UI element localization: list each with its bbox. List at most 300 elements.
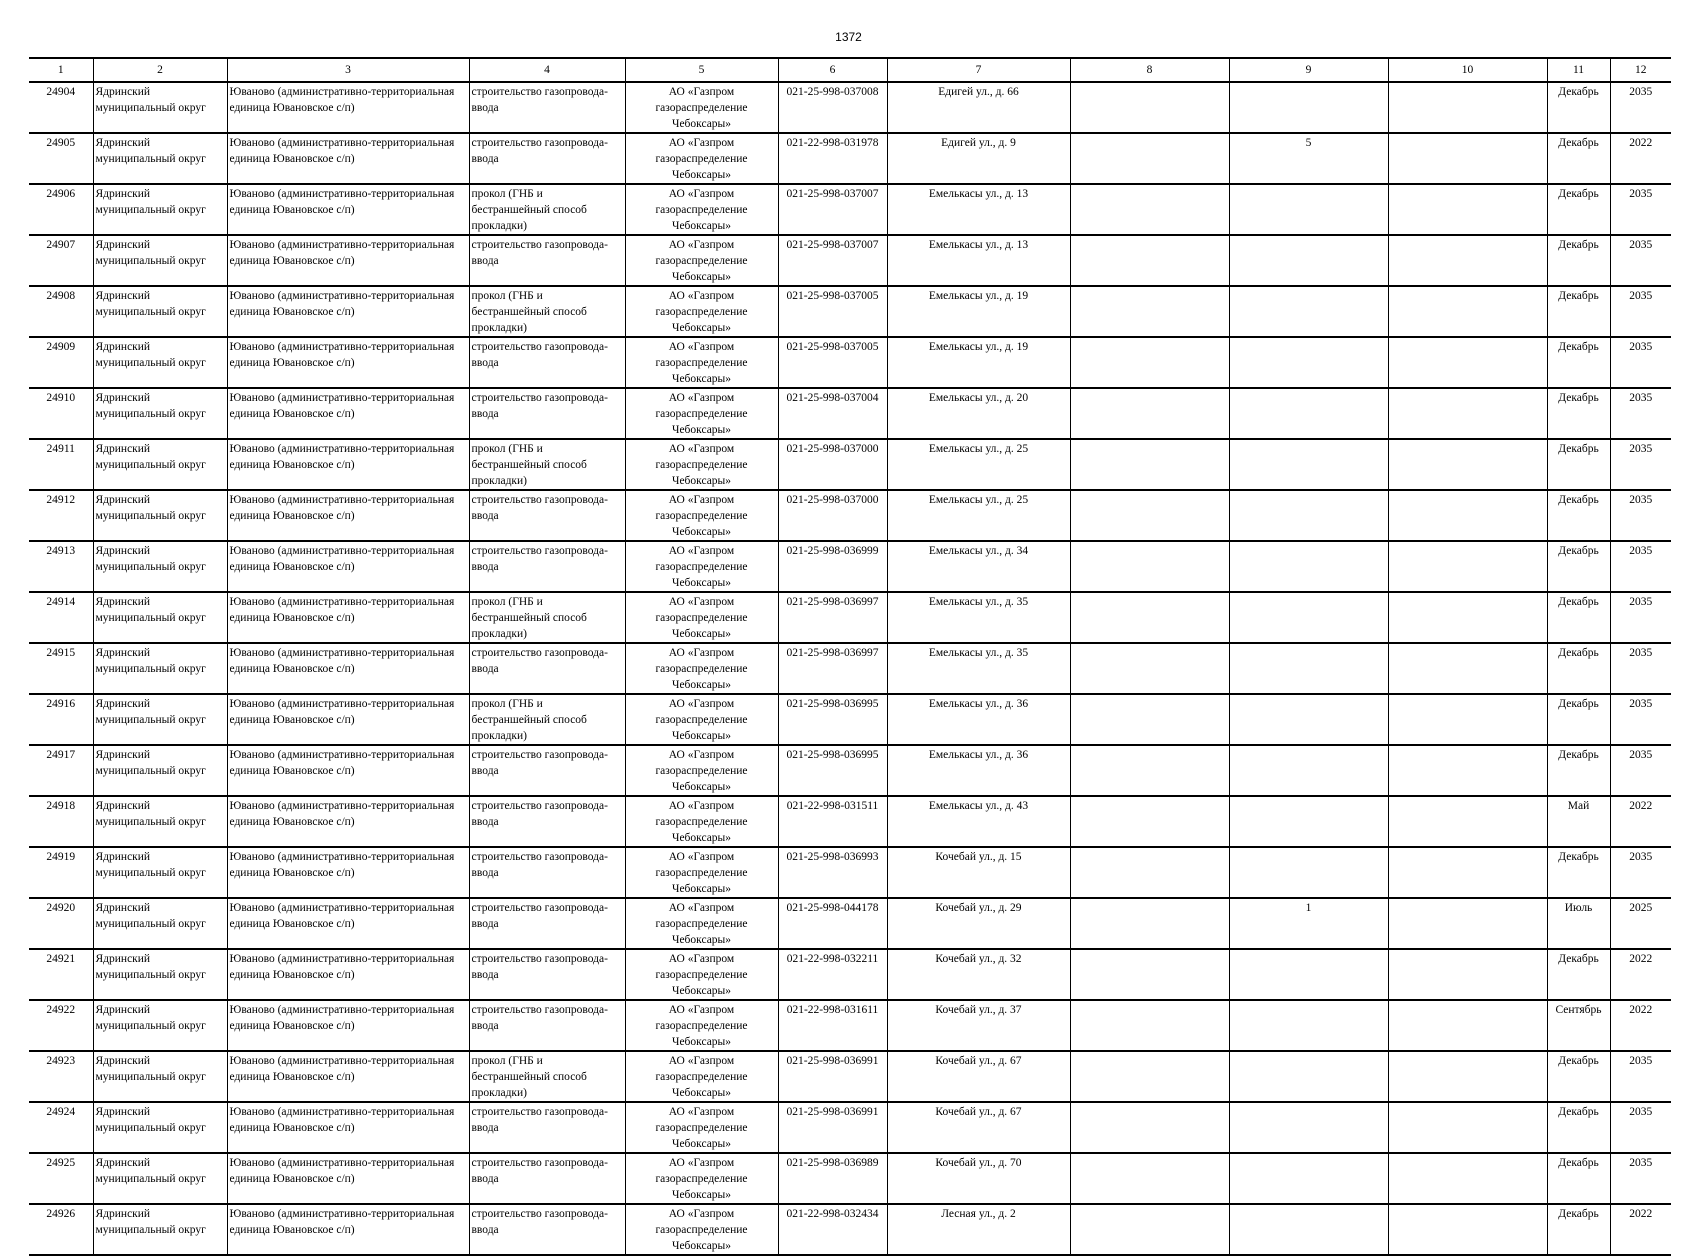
work-type-cell: строительство газопровода-ввода xyxy=(469,847,625,898)
year-cell: 2035 xyxy=(1610,1153,1671,1204)
column-header-11: 11 xyxy=(1547,58,1610,82)
object-code-cell: 021-25-998-037007 xyxy=(778,235,887,286)
district-cell: Ядринский муниципальный округ xyxy=(93,949,227,1000)
address-cell: Емелькасы ул., д. 35 xyxy=(887,643,1070,694)
column-8-cell xyxy=(1070,286,1229,337)
organization-cell: АО «Газпром газораспределение Чебоксары» xyxy=(625,1102,778,1153)
organization-cell: АО «Газпром газораспределение Чебоксары» xyxy=(625,796,778,847)
address-cell: Емелькасы ул., д. 43 xyxy=(887,796,1070,847)
year-cell: 2035 xyxy=(1610,592,1671,643)
column-8-cell xyxy=(1070,847,1229,898)
column-8-cell xyxy=(1070,1051,1229,1102)
table-row xyxy=(29,1102,1671,1153)
column-8-cell xyxy=(1070,592,1229,643)
year-cell: 2035 xyxy=(1610,184,1671,235)
row-number: 24904 xyxy=(29,82,93,133)
column-10-cell xyxy=(1388,745,1547,796)
settlement-cell: Юваново (административно-территориальная единица Ювановское с/п) xyxy=(227,337,469,388)
column-10-cell xyxy=(1388,541,1547,592)
address-cell: Емелькасы ул., д. 13 xyxy=(887,235,1070,286)
address-cell: Кочебай ул., д. 67 xyxy=(887,1102,1070,1153)
object-code-cell: 021-22-998-031511 xyxy=(778,796,887,847)
year-cell: 2035 xyxy=(1610,1051,1671,1102)
row-number: 24914 xyxy=(29,592,93,643)
column-8-cell xyxy=(1070,490,1229,541)
organization-cell: АО «Газпром газораспределение Чебоксары» xyxy=(625,745,778,796)
row-number: 24925 xyxy=(29,1153,93,1204)
object-code-cell: 021-25-998-037005 xyxy=(778,286,887,337)
column-9-cell xyxy=(1229,694,1388,745)
work-type-cell: строительство газопровода-ввода xyxy=(469,133,625,184)
column-9-cell xyxy=(1229,1051,1388,1102)
month-cell: Май xyxy=(1547,796,1610,847)
work-type-cell: строительство газопровода-ввода xyxy=(469,796,625,847)
work-type-cell: строительство газопровода-ввода xyxy=(469,643,625,694)
column-8-cell xyxy=(1070,796,1229,847)
column-10-cell xyxy=(1388,82,1547,133)
row-number: 24909 xyxy=(29,337,93,388)
column-10-cell xyxy=(1388,847,1547,898)
column-8-cell xyxy=(1070,694,1229,745)
column-9-cell xyxy=(1229,235,1388,286)
organization-cell: АО «Газпром газораспределение Чебоксары» xyxy=(625,1153,778,1204)
district-cell: Ядринский муниципальный округ xyxy=(93,133,227,184)
settlement-cell: Юваново (административно-территориальная единица Ювановское с/п) xyxy=(227,286,469,337)
settlement-cell: Юваново (административно-территориальная единица Ювановское с/п) xyxy=(227,439,469,490)
column-8-cell xyxy=(1070,133,1229,184)
district-cell: Ядринский муниципальный округ xyxy=(93,82,227,133)
settlement-cell: Юваново (административно-территориальная единица Ювановское с/п) xyxy=(227,694,469,745)
work-type-cell: строительство газопровода-ввода xyxy=(469,949,625,1000)
address-cell: Емелькасы ул., д. 20 xyxy=(887,388,1070,439)
column-8-cell xyxy=(1070,1102,1229,1153)
column-8-cell xyxy=(1070,235,1229,286)
column-10-cell xyxy=(1388,286,1547,337)
address-cell: Кочебай ул., д. 70 xyxy=(887,1153,1070,1204)
year-cell: 2022 xyxy=(1610,1000,1671,1051)
table-row xyxy=(29,898,1671,949)
column-9-cell xyxy=(1229,796,1388,847)
organization-cell: АО «Газпром газораспределение Чебоксары» xyxy=(625,235,778,286)
table-row xyxy=(29,745,1671,796)
column-10-cell xyxy=(1388,1000,1547,1051)
object-code-cell: 021-25-998-037008 xyxy=(778,82,887,133)
column-10-cell xyxy=(1388,949,1547,1000)
row-number: 24906 xyxy=(29,184,93,235)
month-cell: Декабрь xyxy=(1547,1204,1610,1255)
column-8-cell xyxy=(1070,439,1229,490)
column-10-cell xyxy=(1388,1204,1547,1255)
settlement-cell: Юваново (административно-территориальная единица Ювановское с/п) xyxy=(227,796,469,847)
table-row xyxy=(29,1204,1671,1255)
work-type-cell: строительство газопровода-ввода xyxy=(469,337,625,388)
work-type-cell: прокол (ГНБ и бестраншейный способ прокладки) xyxy=(469,1051,625,1102)
year-cell: 2035 xyxy=(1610,541,1671,592)
month-cell: Декабрь xyxy=(1547,1153,1610,1204)
organization-cell: АО «Газпром газораспределение Чебоксары» xyxy=(625,184,778,235)
column-10-cell xyxy=(1388,1051,1547,1102)
work-type-cell: строительство газопровода-ввода xyxy=(469,1102,625,1153)
district-cell: Ядринский муниципальный округ xyxy=(93,1153,227,1204)
object-code-cell: 021-25-998-036989 xyxy=(778,1153,887,1204)
object-code-cell: 021-25-998-037000 xyxy=(778,490,887,541)
object-code-cell: 021-25-998-037004 xyxy=(778,388,887,439)
year-cell: 2035 xyxy=(1610,643,1671,694)
column-9-cell xyxy=(1229,490,1388,541)
object-code-cell: 021-22-998-032434 xyxy=(778,1204,887,1255)
year-cell: 2022 xyxy=(1610,796,1671,847)
district-cell: Ядринский муниципальный округ xyxy=(93,1102,227,1153)
work-type-cell: строительство газопровода-ввода xyxy=(469,388,625,439)
column-8-cell xyxy=(1070,1153,1229,1204)
table-row xyxy=(29,592,1671,643)
settlement-cell: Юваново (административно-территориальная единица Ювановское с/п) xyxy=(227,847,469,898)
settlement-cell: Юваново (административно-территориальная единица Ювановское с/п) xyxy=(227,745,469,796)
table-row xyxy=(29,1153,1671,1204)
column-header-5: 5 xyxy=(625,58,778,82)
organization-cell: АО «Газпром газораспределение Чебоксары» xyxy=(625,286,778,337)
column-10-cell xyxy=(1388,643,1547,694)
address-cell: Емелькасы ул., д. 19 xyxy=(887,337,1070,388)
year-cell: 2035 xyxy=(1610,490,1671,541)
column-10-cell xyxy=(1388,898,1547,949)
column-9-cell xyxy=(1229,592,1388,643)
table-row xyxy=(29,490,1671,541)
work-type-cell: строительство газопровода-ввода xyxy=(469,235,625,286)
object-code-cell: 021-25-998-037000 xyxy=(778,439,887,490)
district-cell: Ядринский муниципальный округ xyxy=(93,1000,227,1051)
work-type-cell: строительство газопровода-ввода xyxy=(469,898,625,949)
table-body xyxy=(29,82,1671,1255)
settlement-cell: Юваново (административно-территориальная единица Ювановское с/п) xyxy=(227,82,469,133)
column-9-cell xyxy=(1229,337,1388,388)
address-cell: Емелькасы ул., д. 34 xyxy=(887,541,1070,592)
organization-cell: АО «Газпром газораспределение Чебоксары» xyxy=(625,847,778,898)
year-cell: 2035 xyxy=(1610,82,1671,133)
work-type-cell: прокол (ГНБ и бестраншейный способ прокладки) xyxy=(469,592,625,643)
year-cell: 2035 xyxy=(1610,694,1671,745)
district-cell: Ядринский муниципальный округ xyxy=(93,439,227,490)
organization-cell: АО «Газпром газораспределение Чебоксары» xyxy=(625,592,778,643)
organization-cell: АО «Газпром газораспределение Чебоксары» xyxy=(625,898,778,949)
table-row xyxy=(29,82,1671,133)
column-header-2: 2 xyxy=(93,58,227,82)
table-row xyxy=(29,388,1671,439)
column-10-cell xyxy=(1388,1102,1547,1153)
table-row xyxy=(29,439,1671,490)
year-cell: 2022 xyxy=(1610,1204,1671,1255)
month-cell: Декабрь xyxy=(1547,847,1610,898)
column-9-cell xyxy=(1229,388,1388,439)
column-8-cell xyxy=(1070,643,1229,694)
year-cell: 2035 xyxy=(1610,235,1671,286)
district-cell: Ядринский муниципальный округ xyxy=(93,898,227,949)
object-code-cell: 021-25-998-037007 xyxy=(778,184,887,235)
month-cell: Декабрь xyxy=(1547,1102,1610,1153)
month-cell: Декабрь xyxy=(1547,541,1610,592)
column-10-cell xyxy=(1388,133,1547,184)
column-10-cell xyxy=(1388,490,1547,541)
column-8-cell xyxy=(1070,745,1229,796)
district-cell: Ядринский муниципальный округ xyxy=(93,286,227,337)
address-cell: Емелькасы ул., д. 36 xyxy=(887,745,1070,796)
row-number: 24924 xyxy=(29,1102,93,1153)
month-cell: Декабрь xyxy=(1547,82,1610,133)
object-code-cell: 021-25-998-036995 xyxy=(778,745,887,796)
settlement-cell: Юваново (административно-территориальная единица Ювановское с/п) xyxy=(227,235,469,286)
row-number: 24921 xyxy=(29,949,93,1000)
organization-cell: АО «Газпром газораспределение Чебоксары» xyxy=(625,949,778,1000)
table-row xyxy=(29,694,1671,745)
column-9-cell xyxy=(1229,847,1388,898)
object-code-cell: 021-25-998-044178 xyxy=(778,898,887,949)
column-8-cell xyxy=(1070,949,1229,1000)
row-number: 24923 xyxy=(29,1051,93,1102)
column-10-cell xyxy=(1388,235,1547,286)
address-cell: Едигей ул., д. 66 xyxy=(887,82,1070,133)
year-cell: 2035 xyxy=(1610,847,1671,898)
settlement-cell: Юваново (административно-территориальная единица Ювановское с/п) xyxy=(227,898,469,949)
district-cell: Ядринский муниципальный округ xyxy=(93,745,227,796)
settlement-cell: Юваново (административно-территориальная единица Ювановское с/п) xyxy=(227,643,469,694)
column-8-cell xyxy=(1070,541,1229,592)
object-code-cell: 021-25-998-037005 xyxy=(778,337,887,388)
settlement-cell: Юваново (административно-территориальная единица Ювановское с/п) xyxy=(227,541,469,592)
table-row xyxy=(29,184,1671,235)
address-cell: Кочебай ул., д. 67 xyxy=(887,1051,1070,1102)
address-cell: Емелькасы ул., д. 13 xyxy=(887,184,1070,235)
district-cell: Ядринский муниципальный округ xyxy=(93,337,227,388)
organization-cell: АО «Газпром газораспределение Чебоксары» xyxy=(625,694,778,745)
column-9-cell xyxy=(1229,1000,1388,1051)
organization-cell: АО «Газпром газораспределение Чебоксары» xyxy=(625,1000,778,1051)
column-9-cell xyxy=(1229,82,1388,133)
column-9-cell: 5 xyxy=(1229,133,1388,184)
column-9-cell xyxy=(1229,949,1388,1000)
organization-cell: АО «Газпром газораспределение Чебоксары» xyxy=(625,643,778,694)
row-number: 24917 xyxy=(29,745,93,796)
table-row xyxy=(29,337,1671,388)
table-row xyxy=(29,847,1671,898)
column-10-cell xyxy=(1388,337,1547,388)
organization-cell: АО «Газпром газораспределение Чебоксары» xyxy=(625,541,778,592)
column-9-cell: 1 xyxy=(1229,898,1388,949)
work-type-cell: прокол (ГНБ и бестраншейный способ прокладки) xyxy=(469,184,625,235)
district-cell: Ядринский муниципальный округ xyxy=(93,490,227,541)
settlement-cell: Юваново (административно-территориальная единица Ювановское с/п) xyxy=(227,1102,469,1153)
month-cell: Декабрь xyxy=(1547,745,1610,796)
address-cell: Кочебай ул., д. 32 xyxy=(887,949,1070,1000)
row-number: 24922 xyxy=(29,1000,93,1051)
column-10-cell xyxy=(1388,796,1547,847)
district-cell: Ядринский муниципальный округ xyxy=(93,847,227,898)
object-code-cell: 021-25-998-036995 xyxy=(778,694,887,745)
district-cell: Ядринский муниципальный округ xyxy=(93,592,227,643)
settlement-cell: Юваново (административно-территориальная единица Ювановское с/п) xyxy=(227,1204,469,1255)
year-cell: 2022 xyxy=(1610,133,1671,184)
table-row xyxy=(29,1000,1671,1051)
month-cell: Декабрь xyxy=(1547,337,1610,388)
month-cell: Июль xyxy=(1547,898,1610,949)
settlement-cell: Юваново (административно-территориальная единица Ювановское с/п) xyxy=(227,388,469,439)
table-row xyxy=(29,643,1671,694)
column-8-cell xyxy=(1070,1000,1229,1051)
object-code-cell: 021-22-998-031611 xyxy=(778,1000,887,1051)
column-header-3: 3 xyxy=(227,58,469,82)
month-cell: Декабрь xyxy=(1547,592,1610,643)
district-cell: Ядринский муниципальный округ xyxy=(93,796,227,847)
district-cell: Ядринский муниципальный округ xyxy=(93,541,227,592)
object-code-cell: 021-25-998-036999 xyxy=(778,541,887,592)
district-cell: Ядринский муниципальный округ xyxy=(93,1051,227,1102)
row-number: 24915 xyxy=(29,643,93,694)
settlement-cell: Юваново (административно-территориальная единица Ювановское с/п) xyxy=(227,490,469,541)
table-row xyxy=(29,541,1671,592)
year-cell: 2022 xyxy=(1610,949,1671,1000)
month-cell: Декабрь xyxy=(1547,694,1610,745)
table-row xyxy=(29,796,1671,847)
organization-cell: АО «Газпром газораспределение Чебоксары» xyxy=(625,82,778,133)
column-10-cell xyxy=(1388,1153,1547,1204)
organization-cell: АО «Газпром газораспределение Чебоксары» xyxy=(625,337,778,388)
work-type-cell: прокол (ГНБ и бестраншейный способ прокладки) xyxy=(469,439,625,490)
month-cell: Декабрь xyxy=(1547,235,1610,286)
address-cell: Емелькасы ул., д. 19 xyxy=(887,286,1070,337)
month-cell: Сентябрь xyxy=(1547,1000,1610,1051)
year-cell: 2025 xyxy=(1610,898,1671,949)
table-row xyxy=(29,235,1671,286)
column-header-4: 4 xyxy=(469,58,625,82)
work-type-cell: строительство газопровода-ввода xyxy=(469,745,625,796)
month-cell: Декабрь xyxy=(1547,643,1610,694)
object-code-cell: 021-25-998-036997 xyxy=(778,643,887,694)
column-9-cell xyxy=(1229,643,1388,694)
column-header-12: 12 xyxy=(1610,58,1671,82)
district-cell: Ядринский муниципальный округ xyxy=(93,643,227,694)
organization-cell: АО «Газпром газораспределение Чебоксары» xyxy=(625,388,778,439)
year-cell: 2035 xyxy=(1610,439,1671,490)
settlement-cell: Юваново (административно-территориальная единица Ювановское с/п) xyxy=(227,133,469,184)
address-cell: Едигей ул., д. 9 xyxy=(887,133,1070,184)
row-number: 24910 xyxy=(29,388,93,439)
address-cell: Лесная ул., д. 2 xyxy=(887,1204,1070,1255)
month-cell: Декабрь xyxy=(1547,184,1610,235)
column-header-9: 9 xyxy=(1229,58,1388,82)
column-8-cell xyxy=(1070,388,1229,439)
settlement-cell: Юваново (административно-территориальная единица Ювановское с/п) xyxy=(227,1051,469,1102)
address-cell: Кочебай ул., д. 29 xyxy=(887,898,1070,949)
column-9-cell xyxy=(1229,1204,1388,1255)
organization-cell: АО «Газпром газораспределение Чебоксары» xyxy=(625,133,778,184)
work-type-cell: строительство газопровода-ввода xyxy=(469,1000,625,1051)
address-cell: Емелькасы ул., д. 36 xyxy=(887,694,1070,745)
row-number: 24920 xyxy=(29,898,93,949)
month-cell: Декабрь xyxy=(1547,949,1610,1000)
column-9-cell xyxy=(1229,439,1388,490)
row-number: 24905 xyxy=(29,133,93,184)
year-cell: 2035 xyxy=(1610,388,1671,439)
year-cell: 2035 xyxy=(1610,745,1671,796)
column-9-cell xyxy=(1229,286,1388,337)
row-number: 24907 xyxy=(29,235,93,286)
column-10-cell xyxy=(1388,439,1547,490)
object-code-cell: 021-25-998-036993 xyxy=(778,847,887,898)
organization-cell: АО «Газпром газораспределение Чебоксары» xyxy=(625,1051,778,1102)
column-header-6: 6 xyxy=(778,58,887,82)
column-9-cell xyxy=(1229,1102,1388,1153)
table-row xyxy=(29,1051,1671,1102)
settlement-cell: Юваново (административно-территориальная единица Ювановское с/п) xyxy=(227,949,469,1000)
year-cell: 2035 xyxy=(1610,337,1671,388)
column-header-8: 8 xyxy=(1070,58,1229,82)
row-number: 24916 xyxy=(29,694,93,745)
work-type-cell: прокол (ГНБ и бестраншейный способ прокладки) xyxy=(469,286,625,337)
row-number: 24926 xyxy=(29,1204,93,1255)
row-number: 24908 xyxy=(29,286,93,337)
object-code-cell: 021-22-998-032211 xyxy=(778,949,887,1000)
month-cell: Декабрь xyxy=(1547,1051,1610,1102)
object-code-cell: 021-25-998-036991 xyxy=(778,1102,887,1153)
table-row xyxy=(29,133,1671,184)
address-cell: Емелькасы ул., д. 25 xyxy=(887,439,1070,490)
column-header-7: 7 xyxy=(887,58,1070,82)
work-type-cell: строительство газопровода-ввода xyxy=(469,1153,625,1204)
object-code-cell: 021-25-998-036997 xyxy=(778,592,887,643)
month-cell: Декабрь xyxy=(1547,490,1610,541)
object-code-cell: 021-25-998-036991 xyxy=(778,1051,887,1102)
object-code-cell: 021-22-998-031978 xyxy=(778,133,887,184)
row-number: 24911 xyxy=(29,439,93,490)
table-row xyxy=(29,949,1671,1000)
year-cell: 2035 xyxy=(1610,1102,1671,1153)
organization-cell: АО «Газпром газораспределение Чебоксары» xyxy=(625,490,778,541)
row-number: 24913 xyxy=(29,541,93,592)
address-cell: Емелькасы ул., д. 25 xyxy=(887,490,1070,541)
column-header-10: 10 xyxy=(1388,58,1547,82)
district-cell: Ядринский муниципальный округ xyxy=(93,388,227,439)
work-type-cell: строительство газопровода-ввода xyxy=(469,82,625,133)
column-10-cell xyxy=(1388,184,1547,235)
settlement-cell: Юваново (административно-территориальная единица Ювановское с/п) xyxy=(227,592,469,643)
column-9-cell xyxy=(1229,745,1388,796)
work-type-cell: строительство газопровода-ввода xyxy=(469,490,625,541)
district-cell: Ядринский муниципальный округ xyxy=(93,1204,227,1255)
work-type-cell: прокол (ГНБ и бестраншейный способ прокладки) xyxy=(469,694,625,745)
row-number: 24918 xyxy=(29,796,93,847)
settlement-cell: Юваново (административно-территориальная единица Ювановское с/п) xyxy=(227,1000,469,1051)
address-cell: Кочебай ул., д. 15 xyxy=(887,847,1070,898)
table-row xyxy=(29,286,1671,337)
column-8-cell xyxy=(1070,184,1229,235)
month-cell: Декабрь xyxy=(1547,388,1610,439)
column-9-cell xyxy=(1229,1153,1388,1204)
settlement-cell: Юваново (административно-территориальная единица Ювановское с/п) xyxy=(227,184,469,235)
address-cell: Емелькасы ул., д. 35 xyxy=(887,592,1070,643)
column-8-cell xyxy=(1070,82,1229,133)
row-number: 24919 xyxy=(29,847,93,898)
district-cell: Ядринский муниципальный округ xyxy=(93,694,227,745)
district-cell: Ядринский муниципальный округ xyxy=(93,184,227,235)
page-number: 1372 xyxy=(835,30,862,44)
settlement-cell: Юваново (административно-территориальная единица Ювановское с/п) xyxy=(227,1153,469,1204)
column-10-cell xyxy=(1388,592,1547,643)
column-8-cell xyxy=(1070,1204,1229,1255)
organization-cell: АО «Газпром газораспределение Чебоксары» xyxy=(625,439,778,490)
column-10-cell xyxy=(1388,388,1547,439)
work-type-cell: строительство газопровода-ввода xyxy=(469,541,625,592)
column-8-cell xyxy=(1070,898,1229,949)
column-9-cell xyxy=(1229,541,1388,592)
